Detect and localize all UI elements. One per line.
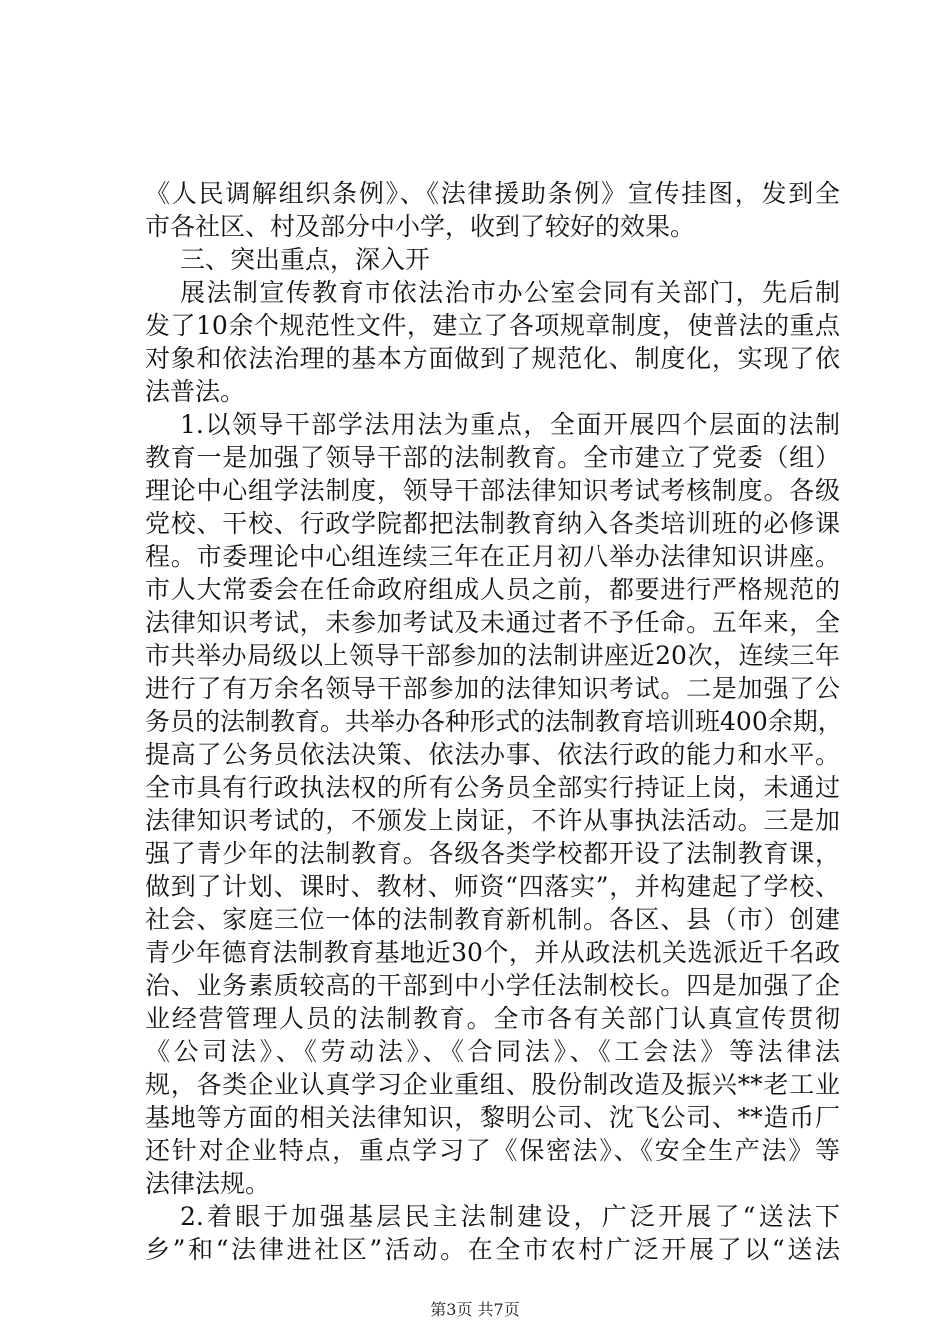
text-line: 2.着眼于加强基层民主法制建设，广泛开展了“送法下 (180, 1202, 840, 1231)
text-line: 对象和依法治理的基本方面做到了规范化、制度化，实现了依 (145, 344, 840, 373)
text-line: 程。市委理论中心组连续三年在正月初八举办法律知识讲座。 (145, 542, 840, 571)
text-line: 进行了有万余名领导干部参加的法律知识考试。二是加强了公 (145, 674, 840, 703)
text-line: 市共举办局级以上领导干部参加的法制讲座近20次，连续三年 (145, 641, 840, 670)
section-heading: 三、突出重点，深入开 (180, 245, 431, 274)
text-line: 市人大常委会在任命政府组成人员之前，都要进行严格规范的 (145, 575, 840, 604)
text-line: 展法制宣传教育市依法治市办公室会同有关部门，先后制 (180, 278, 840, 307)
document-body (145, 177, 843, 1266)
text-line: 教育一是加强了领导干部的法制教育。全市建立了党委（组） (145, 443, 840, 472)
text-line: 法普法。 (145, 377, 246, 406)
text-line: 青少年德育法制教育基地近30个，并从政法机关选派近千名政 (145, 938, 840, 967)
text-line: 《公司法》、《劳动法》、《合同法》、《工会法》等法律法 (145, 1037, 840, 1066)
text-line: 法律法规。 (145, 1169, 271, 1198)
text-line: 还针对企业特点，重点学习了《保密法》、《安全生产法》等 (145, 1136, 840, 1165)
page-footer: 第3页 共7页 (430, 1300, 520, 1319)
text-line: 法律知识考试，未参加考试及未通过者不予任命。五年来，全 (145, 608, 840, 637)
text-line: 乡”和“法律进社区”活动。在全市农村广泛开展了以“送法 (145, 1235, 840, 1264)
text-line: 做到了计划、课时、教材、师资“四落实”，并构建起了学校、 (145, 872, 840, 901)
text-line: 发了10余个规范性文件，建立了各项规章制度，使普法的重点 (145, 311, 840, 340)
text-line: 业经营管理人员的法制教育。全市各有关部门认真宣传贯彻 (145, 1004, 840, 1033)
text-line: 规，各类企业认真学习企业重组、股份制改造及振兴**老工业 (145, 1070, 840, 1099)
text-line: 《人民调解组织条例》、《法律援助条例》宣传挂图，发到全 (145, 179, 840, 208)
text-line: 理论中心组学法制度，领导干部法律知识考试考核制度。各级 (145, 476, 840, 505)
text-line: 市各社区、村及部分中小学，收到了较好的效果。 (145, 212, 696, 241)
text-line: 法律知识考试的，不颁发上岗证，不许从事执法活动。三是加 (145, 806, 840, 835)
text-line: 社会、家庭三位一体的法制教育新机制。各区、县（市）创建 (145, 905, 840, 934)
text-line: 治、业务素质较高的干部到中小学任法制校长。四是加强了企 (145, 971, 840, 1000)
text-line: 党校、干校、行政学院都把法制教育纳入各类培训班的必修课 (145, 509, 840, 538)
text-line: 务员的法制教育。共举办各种形式的法制教育培训班400余期， (145, 707, 843, 736)
text-line: 提高了公务员依法决策、依法办事、依法行政的能力和水平。 (145, 740, 840, 769)
text-line: 全市具有行政执法权的所有公务员全部实行持证上岗，未通过 (145, 773, 840, 802)
text-line: 1.以领导干部学法用法为重点，全面开展四个层面的法制 (180, 410, 840, 439)
text-line: 基地等方面的相关法律知识，黎明公司、沈飞公司、**造币厂 (145, 1103, 840, 1132)
text-line: 强了青少年的法制教育。各级各类学校都开设了法制教育课， (145, 839, 840, 868)
